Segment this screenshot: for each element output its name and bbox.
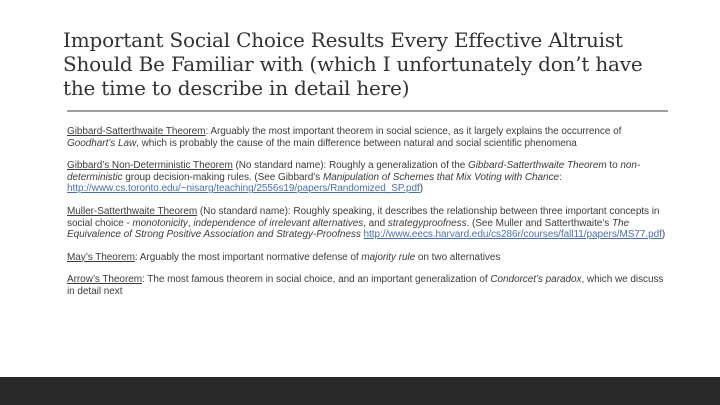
text-run: , which we discuss in detail next: [67, 274, 664, 297]
theorem-name: Muller-Satterthwaite Theorem: [67, 205, 198, 217]
title-divider: [67, 110, 668, 112]
text-run: majority rule: [361, 251, 416, 263]
theorem-name: May’s Theorem: [67, 251, 135, 263]
text-run: Gibbard-Satterthwaite Theorem: [468, 160, 607, 172]
theorem-name: Arrow’s Theorem: [67, 274, 143, 286]
text-run: : Arguably the most important normative defense of: [134, 251, 362, 263]
text-run: : The most famous theorem in social choice, and an important generalization of: [142, 274, 491, 286]
text-run: , which is probably the cause of the main difference between natural and social scientific phenomena: [136, 137, 577, 149]
text-run: independence of irrelevant alternatives: [193, 217, 364, 229]
text-run: . (See Muller and Satterthwaite’s: [466, 217, 612, 229]
text-run: : Arguably the most important theorem in social science, as it largely explains the occurrence of: [205, 126, 622, 137]
text-run: strategyproofness: [387, 217, 467, 229]
text-run: ): [661, 229, 666, 241]
text-run: , and: [363, 217, 388, 229]
body-paragraphs: [67, 126, 669, 309]
text-run: non-deterministic: [67, 160, 641, 183]
text-run: on two alternatives: [415, 251, 501, 263]
text-run: Goodhart’s Law: [67, 137, 137, 149]
text-run: :: [559, 171, 562, 183]
text-run: monotonicity: [132, 217, 188, 229]
theorem-paragraph: [67, 274, 669, 297]
text-run: ): [419, 183, 423, 195]
theorem-paragraph: [67, 160, 669, 195]
hyperlink[interactable]: http://www.cs.toronto.edu/~nisarg/teaching/2556s19/papers/Randomized_SP.pdf: [67, 183, 420, 195]
theorem-name: Gibbard’s Non-Deterministic Theorem: [67, 160, 233, 172]
text-run: (No standard name): Roughly a generalization of the: [232, 160, 469, 172]
text-run: group decision-making rules. (See Gibbard’s: [122, 171, 323, 183]
text-run: Manipulation of Schemes that Mix Voting with Chance: [322, 171, 560, 183]
text-run: The Equivalence of Strong Positive Association and Strategy-Proofness: [67, 217, 630, 241]
theorem-paragraph: [67, 126, 669, 149]
theorem-paragraph: [67, 252, 669, 264]
slide-title: Important Social Choice Results Every Effective Altruist Should Be Familiar with (which I unfortunately don’t have the time to describe in detail here): [63, 28, 643, 100]
text-run: (No standard name): Roughly speaking, it describes the relationship between three important concepts in social choice -: [67, 205, 660, 229]
text-run: to: [606, 160, 621, 172]
text-run: Condorcet’s paradox: [490, 274, 582, 286]
theorem-name: Gibbard-Satterthwaite Theorem: [67, 126, 206, 137]
text-run: ,: [187, 217, 194, 229]
hyperlink[interactable]: http://www.eecs.harvard.edu/cs286r/courses/fall11/papers/MS77.pdf: [363, 229, 662, 241]
theorem-paragraph: [67, 206, 669, 241]
bottom-bar: [0, 377, 720, 405]
